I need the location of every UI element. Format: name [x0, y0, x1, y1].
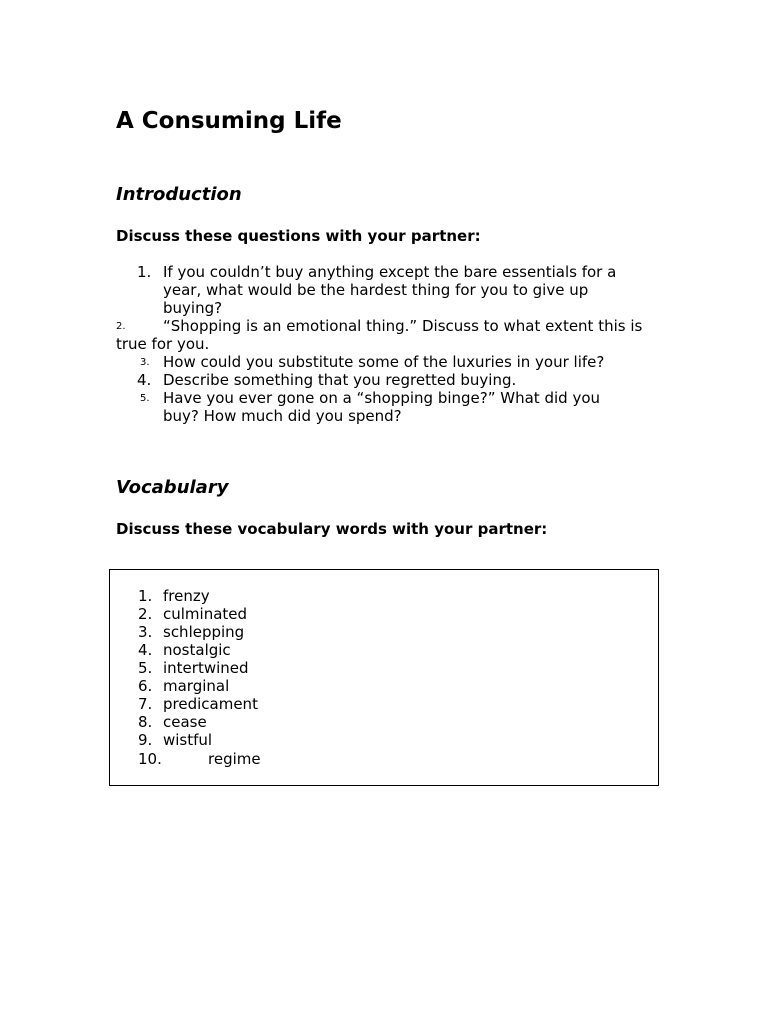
vocabulary-number: 7.	[138, 695, 153, 713]
vocabulary-number: 1.	[138, 587, 153, 605]
vocabulary-word: regime	[208, 750, 261, 768]
vocabulary-number: 5.	[138, 659, 153, 677]
question-number: 3.	[140, 357, 150, 368]
page-title: A Consuming Life	[116, 108, 342, 134]
question-number: 5.	[140, 393, 150, 404]
vocabulary-word: intertwined	[163, 659, 249, 677]
introduction-instruction: Discuss these questions with your partner:	[116, 227, 481, 245]
question-number: 4.	[137, 371, 152, 389]
question-text: If you couldn’t buy anything except the bare essentials for a year, what would be the hardest thing for you to give up buying?	[163, 263, 617, 317]
vocabulary-number: 10.	[138, 750, 162, 768]
vocabulary-word: wistful	[163, 731, 213, 749]
vocabulary-word: schlepping	[163, 623, 245, 641]
vocabulary-number: 3.	[138, 623, 153, 641]
question-text: Describe something that you regretted buying.	[163, 371, 517, 389]
question-text: Have you ever gone on a “shopping binge?” What did you buy? How much did you spend?	[163, 389, 600, 425]
vocabulary-word: culminated	[163, 605, 248, 623]
vocabulary-word: nostalgic	[163, 641, 231, 659]
question-number: 2.	[116, 321, 126, 332]
vocabulary-number: 8.	[138, 713, 153, 731]
question-number: 1.	[137, 263, 152, 281]
introduction-heading: Introduction	[116, 184, 242, 205]
vocabulary-word: marginal	[163, 677, 230, 695]
question-text: “Shopping is an emotional thing.” Discuss to what extent this is true for you.	[116, 317, 643, 353]
vocabulary-word: cease	[163, 713, 207, 731]
question-text: How could you substitute some of the luxuries in your life?	[163, 353, 605, 371]
vocabulary-number: 9.	[138, 731, 153, 749]
vocabulary-number: 4.	[138, 641, 153, 659]
vocabulary-number: 6.	[138, 677, 153, 695]
vocabulary-word: frenzy	[163, 587, 210, 605]
vocabulary-word: predicament	[163, 695, 258, 713]
vocabulary-number: 2.	[138, 605, 153, 623]
vocabulary-instruction: Discuss these vocabulary words with your partner:	[116, 520, 548, 538]
vocabulary-heading: Vocabulary	[116, 477, 229, 498]
